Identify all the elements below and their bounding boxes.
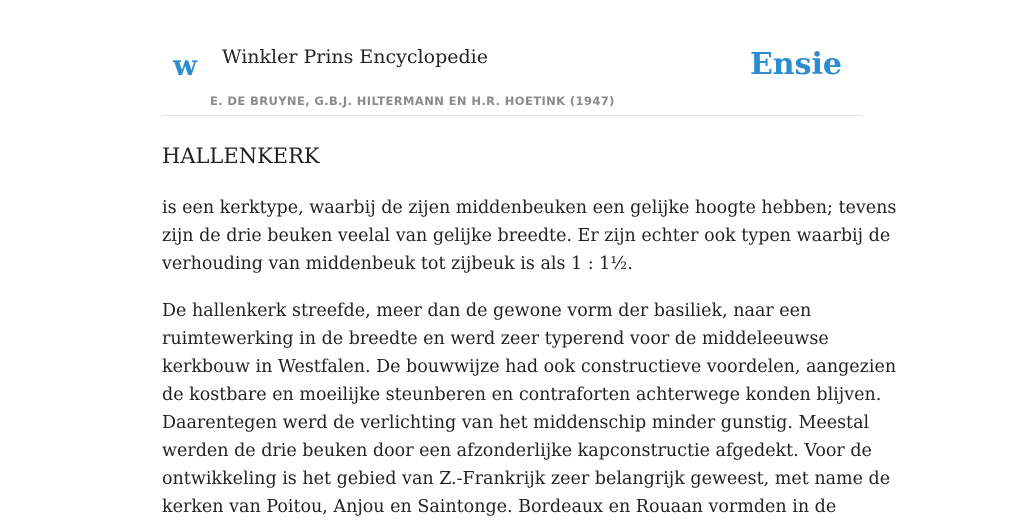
page — [162, 0, 897, 517]
paragraph-line: is een kerktype, waarbij de zijen middenbeuken een gelijke hoogte hebben; tevens — [162, 198, 897, 218]
authors-line: E. DE BRUYNE, G.B.J. HILTERMANN EN H.R. HOETINK (1947) — [210, 94, 615, 108]
site-header — [162, 0, 862, 116]
article-paragraph-2 — [162, 297, 897, 521]
article — [162, 141, 897, 521]
paragraph-line: zijn de drie beuken veelal van gelijke breedte. Er zijn echter ook typen waarbij de — [162, 226, 891, 246]
encyclopedia-title[interactable]: Winkler Prins Encyclopedie — [222, 46, 488, 68]
paragraph-line: Daarentegen werd de verlichting van het middenschip minder gunstig. Meestal — [162, 413, 870, 433]
winkler-prins-logo[interactable]: w — [173, 49, 198, 82]
paragraph-line: De hallenkerk streefde, meer dan de gewone vorm der basiliek, naar een — [162, 301, 812, 321]
paragraph-line: werden de drie beuken door een afzonderlijke kapconstructie afgedekt. Voor de — [162, 441, 872, 461]
paragraph-line: de kostbare en moeilijke steunberen en contraforten achterwege konden blijven. — [162, 385, 882, 405]
paragraph-line: verhouding van middenbeuk tot zijbeuk is als 1 : 1½. — [162, 254, 633, 274]
paragraph-line: ontwikkeling is het gebied van Z.-Frankrijk zeer belangrijk geweest, met name de — [162, 469, 891, 489]
paragraph-line: ruimtewerking in de breedte en werd zeer typerend voor de middeleeuwse — [162, 329, 829, 349]
article-headword: HALLENKERK — [162, 144, 320, 168]
paragraph-line: kerken van Poitou, Anjou en Saintonge. Bordeaux en Rouaan vormden in de — [162, 497, 837, 517]
article-paragraph-1 — [162, 194, 897, 278]
ensie-logo-link[interactable]: Ensie — [749, 47, 842, 82]
paragraph-line: kerkbouw in Westfalen. De bouwwijze had ook constructieve voordelen, aangezien — [162, 357, 897, 377]
